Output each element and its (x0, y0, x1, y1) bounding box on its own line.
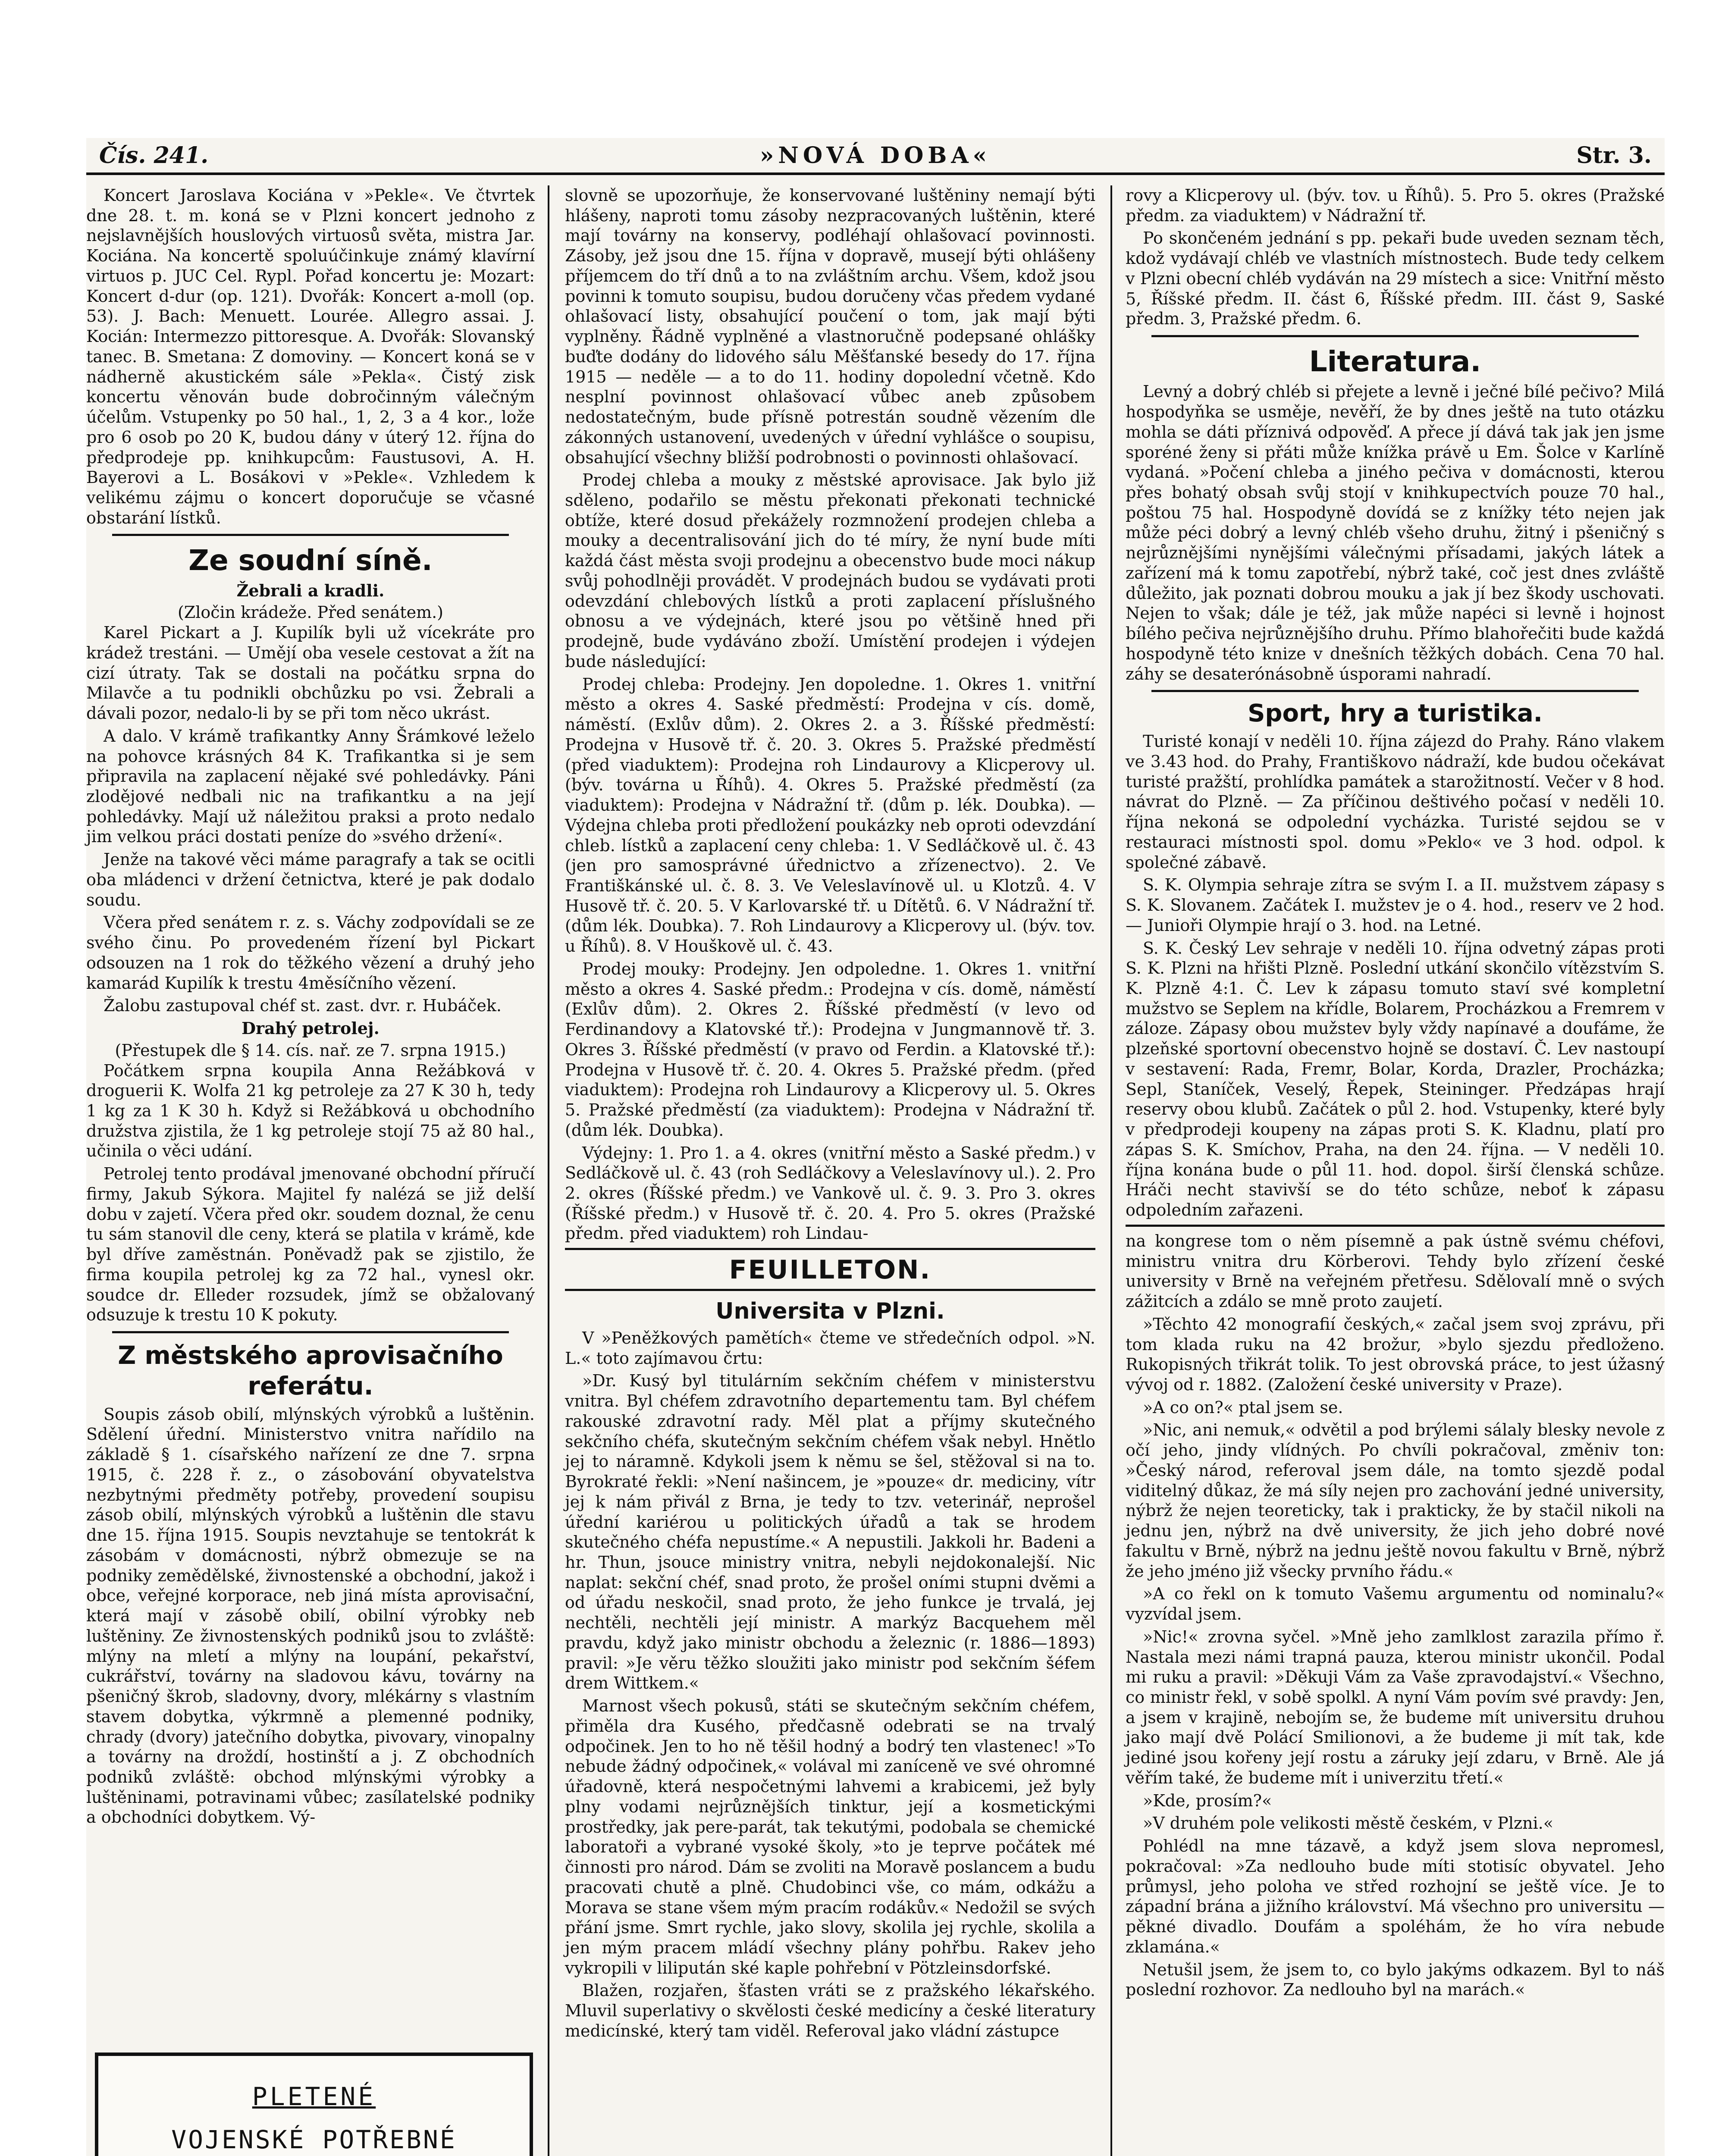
issue-number: Čís. 241. (99, 142, 209, 169)
sport-paragraph: S. K. Český Lev sehraje v neděli 10. října odvetný zápas proti S. K. Plzni na hřišti Plzně. Poslední utkání skončilo vítězstvím S. K. Plzně 4:1. Č. Lev k zápasu tomuto staví své kompletní mužstvo se Seplem na křídle, Bolarem, Procházkou a Fremrem v záloze. Zápasy obou mužstev byly vždy napínavé a doufáme, že plzeňské sportovní obecenstvo hojně se dostaví. Č. Lev nastoupí v sestavení: Rada, Fremr, Bolar, Korda, Drazler, Procházka; Sepl, Staníček, Veselý, Řepek, Steininger. Předzápas hrají reservy obou klubů. Začátek o půl 2. hod. Vstupenky, které byly v předprodeji koupeny na zápas proti S. K. Kladnu, platí pro zápas S. K. Smíchov, Praha, na den 24. října. — V neděli 10. října konána bude o půl 11. hod. dopol. širší členská schůze. Hráči necht stavivší se do této schůze, neboť k zápasu odpoledním zařazeni. (1126, 938, 1665, 1220)
court-paragraph: Žalobu zastupoval chéf st. zast. dvr. r. Hubáček. (104, 996, 502, 1015)
feuilleton-paragraph: Netušil jsem, že jsem to, co bylo jakýms odkazem. Byl to náš poslední rozhovor. Za nedlouho byl na marách.« (1126, 1960, 1665, 1999)
column-rule-1 (548, 185, 549, 2156)
court-section-title: Ze soudní síně. (188, 544, 433, 577)
advertisement (95, 2053, 533, 2156)
supply-section-title: Z městského aprovisačního referátu. (118, 1341, 503, 1401)
column-2 (565, 185, 1095, 2044)
feuilleton-paragraph: »Nic, ani nemuk,« odvětil a pod brýlemi sálaly blesky nevole z očí jeho, jindy vlídných. Po chvíli pokračoval, změniv ton: »Český národ, referoval jsem dále, na tomto sjezdě podal viditelný důkaz, že má síly nejen pro zachování jedné university, nýbrž že nejen teoreticky, tak i prakticky, že by stačil nikoli na jednu jen, nýbrž na dvě university, že jich jeho dobré nové fakultu v Brně, nýbrž na jednu ještě novou fakultu v Brně, nýbrž že jeho jméno již všecky prvního řádu.« (1126, 1420, 1665, 1581)
feuilleton-paragraph: »Dr. Kusý byl titulárním sekčním chéfem v ministerstvu vnitra. Byl chéfem zdravotního departementu tam. Byl chéfem rakouské zdravotní rady. Měl plat a příjmy skutečného sekčního chéfa, skutečným sekčním chéfem však nebyl. Hnětlo jej to náramně. Kdykoli jsem k němu se šel, stěžoval si na to. Byrokraté řekli: »Není našincem, je »pouze« dr. mediciny, vítr jej k nám přivál z Brna, je tedy to tzv. veterinář, neprošel úřední kariérou u politických úřadů a tak se hrodem skutečného chéfa nepustíme.« A nepustili. Jakkoli hr. Badeni a hr. Thun, jsouce ministry vnitra, nebyli nejdokonalejší. Nic naplat: sekční chéf, snad proto, že prošel oními stupni dvěmi a od úřadu neskočil, snad proto, že jeho funkce je trvalá, jej nechtěli, nechtěli její ministr. A markýz Bacquehem měl pravdu, když jako ministr obchodu a železnic (r. 1886—1893) pravil: »Je věru těžko sloužiti jako ministr pod sekčním šéfem drem Wittkem.« (565, 1371, 1095, 1693)
feuilleton-paragraph: »Kde, prosím?« (1143, 1791, 1272, 1810)
court-subtitle-2: Drahý petrolej. (242, 1018, 380, 1038)
column-rule-2 (1110, 185, 1112, 2156)
supply-paragraph: Výdejny: 1. Pro 1. a 4. okres (vnitřní město a Saské předm.) v Sedláčkově ul. č. 43 (roh Sedláčkovy a Veleslavínovy ul.). 2. Pro 2. okres (Říšské předm.) ve Vankově ul. č. 9. 3. Pro 3. okres (Říšské předm.) v Husově tř. č. 20. 4. Pro 5. okres (Pražské předm. před viaduktem) roh Lindau- (565, 1143, 1095, 1243)
supply-paragraph: Prodej chleba a mouky z městské aprovisace. Jak bylo již sděleno, podařilo se městu překonati překonati technické obtíže, které dosud překážely rozmnožení prodejen chleba a mouky a decentralisování jich do té míry, že nyní bude míti každá část města svoji prodejnu a obecenstvo bude moci nákup svůj pohodlněji provádět. V prodejnách budou se vydávati proti odevzdání chlebových lístků a proti zaplacení příslušného obnosu a ve výdejnách, které jsou po většině hned při prodejně, bude vydáváno zboží. Umístění prodejen i výdejen bude následující: (565, 470, 1095, 671)
literature-section-title: Literatura. (1309, 345, 1481, 379)
newspaper-page (86, 138, 1665, 2156)
masthead: »NOVÁ DOBA« (759, 142, 991, 169)
feuilleton-paragraph: Pohlédl na mne tázavě, a když jsem slova nepromesl, pokračoval: »Za nedlouho bude míti stotisíc obyvatel. Jeho průmysl, jeho poloha ve střed rozhojní se ještě více. Je to západní brána a jižního království. Má všechno pro universitu — pěkné divadlo. Doufám a spoléhám, že ho víra nebude zklamána.« (1126, 1836, 1665, 1956)
feuilleton-title: FEUILLETON. (565, 1254, 1095, 1291)
concert-article: Koncert Jaroslava Kociána v »Pekle«. Ve čtvrtek dne 28. t. m. koná se v Plzni koncert jednoho z nejslavnějších houslových virtuosů světa, mistra Jar. Kociána. Na koncertě spoluúčinkuje známý klavírní virtuos p. JUC Cel. Rypl. Pořad koncertu je: Mozart: Koncert d-dur (op. 121). Dvořák: Koncert a-moll (op. 53). J. Bach: Menuett. Lourée. Allegro assai. J. Kocián: Intermezzo pittoresque. A. Dvořák: Slovanský tanec. B. Smetana: Z domoviny. — Koncert koná se v nádherně akustickém sále »Pekla«. Čistý zisk koncertu věnován bude dobročinným válečným účelům. Vstupenky po 50 hal., 1, 2, 3 a 4 kor., lože pro 6 osob po 20 K, budou dány v úterý 12. října do předprodeje pp. knihkupcům: Faustusovi, A. H. Bayerovi a L. Bosákovi v »Pekle«. Vzhledem k velikému zájmu o koncert doporučuje se včasné obstarání lístků. (86, 186, 535, 527)
divider (1126, 1225, 1665, 1227)
feuilleton-subtitle: Universita v Plzni. (715, 1298, 945, 1324)
divider (1151, 690, 1639, 692)
column-3 (1126, 185, 1665, 2002)
feuilleton-paragraph: Blažen, rozjařen, šťasten vráti se z pražského lékařského. Mluvil superlativy o skvělosti české medicíny a české literatury medicínské, který tam viděl. Referoval jako vládní zástupce (565, 1981, 1095, 2040)
divider (112, 1331, 509, 1333)
feuilleton-paragraph: na kongrese tom o něm písemně a pak ústně svému chéfovi, ministru vnitra dru Körberovi. Tehdy bylo zřízení české university v Brně na veřejném přetřesu. Sdělovalí mně o svých zážitcích a zdálo se mně proto zaujetí. (1126, 1231, 1665, 1311)
supply-paragraph: Prodej mouky: Prodejny. Jen odpoledne. 1. Okres 1. vnitřní město a okres 4. Saské předm.: Prodejna v cís. domě, náměstí (Exlův dům). 2. Okres 2. Říšské předměstí (v levo od Ferdinandovy a Klatovské tř.): Prodejna v Jungmannově tř. 3. Okres 3. Říšské předměstí (v pravo od Ferdin. a Klatovské tř.): Prodejna v Husově tř. č. 20. 4. Okres 5. Pražské předm. (před viaduktem): Prodejna roh Lindaurovy a Klicperovy ul. 5. Okres 5. Pražské předměstí (za viaduktem): Prodejna v Nádražní tř. (dům lék. Doubka). (565, 959, 1095, 1140)
bakers-paragraph: Po skončeném jednání s pp. pekaři bude uveden seznam těch, kdož vydávají chléb ve vlastních místnostech. Bude tedy celkem v Plzni obecní chléb vydáván na 29 místech a sice: Vnitřní město 5, Říšské předm. II. část 6, Říšské předm. III. část 9, Saské předm. 3, Pražské předm. 6. (1126, 229, 1665, 329)
literature-paragraph: Levný a dobrý chléb si přejete a levně i ječné bílé pečivo? Milá hospodyňka se usměje, nevěří, že by dnes ještě na tuto otázku mohla se dáti příznivá odpověď. A přece jí dává tak jak jen jsme sporéné ženy si přáti může knížka právě u Em. Šolce v Karlíně vydaná. »Počení chleba a jiného pečiva v domácnosti, kterou přes bohatý obsah svůj stojí v knihkupectvích pouze 70 hal., poštou 75 hal. Hospodyně dovídá se z knížky této nejen jak může péci dobrý a levný chléb všeho druhu, žitný i pšeničný s nejrůznějšími nynějšími válečnými přísadami, jakých látek a zařízení má k tomu zapotřebí, nýbrž také, coč jest dnes zvláště důležito, jak poznati dobrou mouku a jak jí bez škody uschovati. Nejen to však; dále je též, jak může napéci si levně i hojnost bílého pečiva nejrůznějšího druhu. Přímo blahořečiti bude každá hospodyně této knize v dnešních těžkých dobách. Cena 70 hal. záhy se desaterónásobně úsporami nahradí. (1126, 382, 1665, 683)
divider (112, 534, 509, 536)
court-paragraph: Včera před senátem r. z. s. Váchy zodpovídali se ze svého činu. Po provedeném řízení byl Pickart odsouzen na 1 rok do těžkého vězení a druhý jeho kamarád Kupilík k trestu 4měsíčního vězení. (86, 913, 535, 993)
feuilleton-paragraph: »A co on?« ptal jsem se. (1143, 1398, 1343, 1417)
feuilleton-paragraph: V »Peněžkových pamětích« čteme ve středečních odpol. »N. L.« toto zajímavou črtu: (565, 1328, 1095, 1368)
divider (565, 1248, 1095, 1250)
page-header (86, 138, 1665, 175)
supply-paragraph: rovy a Klicperovy ul. (býv. tov. u Říhů). 5. Pro 5. okres (Pražské předm. za viaduktem) v Nádražní tř. (1126, 186, 1665, 225)
court-subtitle-1: Žebrali a kradli. (236, 580, 385, 600)
feuilleton-paragraph: Marnost všech pokusů, státi se skutečným sekčním chéfem, přiměla dra Kusého, předčasně odebrati se na trvalý odpočinek. Jen to ho ně těšil hodný a bodrý ten vlastenec! »To nebude žádný odpočinek,« volával mi zaníceně ve své ohromné úřadovně, která nespočetnými lahvemi a krabicemi, jež byly plny vodami nejrůznějších tinktur, její a kosmetickými prostředky, jak pere-parát, tak tekutými, podobala se chemické laboratoři a vybrané vysoké školy, »to je teprve počátek mé činnosti pro národ. Dám se zvoliti na Moravě poslancem a budu pracovati chutě a plně. Chudobinci vše, co mám, odkážu a Morava se stane všem mým pracím rodákův.« Nedožil se svých přání jsme. Smrt rychle, jako slovy, skolila jej rychle, skolila a jen mým pracem mládí všechny plány pohřbu. Rakev jeho vykropili v lilipután ské kaple pohřební v Pötzleinsdorfské. (565, 1696, 1095, 1977)
sport-paragraph: Turisté konají v neděli 10. října zájezd do Prahy. Ráno vlakem ve 3.43 hod. do Prahy, Františkovo nádraží, kde budou očekávat turisté pražští, prohlídka památek a starožitností. Večer v 8 hod. návrat do Plzně. — Za příčinou deštivého počasí v neděli 10. října nekoná se odpolední vycházka. Turisté sejdou se v restauraci místnosti spol. domu »Peklo« ve 3 hod. odpol. k společné zábavě. (1126, 732, 1665, 872)
sport-section-title: Sport, hry a turistika. (1248, 699, 1543, 728)
feuilleton-paragraph: »A co řekl on k tomuto Vašemu argumentu od nominalu?« vyzvídal jsem. (1126, 1584, 1665, 1624)
court-paragraph: Petrolej tento prodával jmenované obchodní příručí firmy, Jakub Sýkora. Majitel fy nalézá se již delší dobu v zajetí. Včera před okr. soudem doznal, že cenu tu sám stanovil dle ceny, která se platila v krámě, kde byl dříve zaměstnán. Poněvadž pak se zjistilo, že firma koupila petrolej kg za 72 hal., vynesl okr. soudce dr. Elleder rozsudek, jímž se obžalovaný odsuzuje k trestu 10 K pokuty. (86, 1164, 535, 1325)
supply-paragraph: Soupis zásob obilí, mlýnských výrobků a luštěnin. Sdělení úřední. Ministerstvo vnitra nařídilo na základě § 1. císařského nařízení ze dne 7. srpna 1915, č. 228 ř. z., o zásobování obyvatelstva nezbytnými předměty potřeby, provedení soupisu zásob obilí, mlýnských výrobků a luštěnin dle stavu dne 15. října 1915. Soupis nevztahuje se tentokrát k zásobám v domácnosti, nýbrž obmezuje se na podniky zemědělské, živnostenské a obchodní, jakož i obce, veřejné korporace, neb jiná místa aprovisační, která mají v zásobě obilí, obilní výrobky neb luštěniny. Ze živnostenských podniků jsou to zvláště: mlýny na mletí a mlýny na loupání, pekařství, cukrářství, továrny na sladovou kávu, továrny na pšeničný škrob, sladovny, dvory, mlékárny s vlastním stavem dobytka, výkrmně a plemenné podniky, chrady (dvory) jatečního dobytka, pivovary, vinopalny a továrny na droždí, hostinští a j. Z obchodních podniků zvláště: obchod mlýnskými výrobky a luštěninami, potravinami vůbec; zasílatelské podniky a obchodníci dobytkem. Vý- (86, 1404, 535, 1827)
court-paragraph: Počátkem srpna koupila Anna Režábková v droguerii K. Wolfa 21 kg petroleje za 27 K 30 h, tedy 1 kg za 1 K 30 h. Když si Režábková u obchodního družstva zjistila, že 1 kg petroleje stojí 75 až 80 hal., učinila o věci udání. (86, 1061, 535, 1161)
sport-paragraph: S. K. Olympia sehraje zítra se svým I. a II. mužstvem zápasy s S. K. Slovanem. Začátek I. mužstev je o 4. hod., reserv ve 2 hod. — Junioři Olympie hrají o 3. hod. na Letné. (1126, 875, 1665, 935)
court-subtitle-2-note: (Přestupek dle § 14. cís. nař. ze 7. srpna 1915.) (115, 1040, 506, 1060)
court-paragraph: Karel Pickart a J. Kupilík byli už vícekráte pro krádež trestáni. — Umějí oba vesele cestovat a žít na cizí útraty. Tak se dostali na počátku srpna do Milavče a tu podnikli obchůzku po vsi. Žebrali a dávali pozor, nedalo-li by se při tom něco ukrást. (86, 623, 535, 723)
supply-paragraph: Prodej chleba: Prodejny. Jen dopoledne. 1. Okres 1. vnitřní město a okres 4. Saské předměstí: Prodejna v cís. domě, náměstí. (Exlův dům). 2. Okres 2. a 3. Říšské předměstí: Prodejna v Husově tř. č. 20. 3. Okres 5. Pražské předměstí (před viaduktem): Prodejna roh Lindaurovy a Klicperovy ul. (býv. továrna u Říhů). 4. Okres 5. Pražské předměstí (za viaduktem): Prodejna v Nádražní tř. (dům p. lék. Doubka). — Výdejna chleba proti předložení poukázky neb oproti odevzdání chleb. lístků a zaplacení ceny chleba: 1. V Sedláčkově ul. č. 43 (jen pro samosprávné úřednictvo a zřízenectvo). 2. Ve Františkánské ul. č. 8. 3. Ve Veleslavínově ul. u Klotzů. 4. V Husově tř. č. 20. 5. V Karlovarské tř. u Dítětů. 6. V Nádražní tř. (dům lék. Doubka). 7. Roh Lindaurovy a Klicperovy ul. (býv. tov. u Říhů). 8. V Houškově ul. č. 43. (565, 674, 1095, 956)
court-subtitle-1-note: (Zločin krádeže. Před senátem.) (177, 603, 443, 622)
feuilleton-paragraph: »Těchto 42 monografií českých,« začal jsem svoj zprávu, při tom klada ruku na 42 brožur, »bylo sjezdu předloženo. Rukopisných třikrát tolik. To jest obrovská práce, to jest úžasný vývoj od r. 1882. (Založení české university v Praze). (1126, 1314, 1665, 1394)
feuilleton-paragraph: »Nic!« zrovna syčel. »Mně jeho zamlklost zarazila přímo ř. Nastala mezi námi trapná pauza, kterou ministr ukončil. Podal mi ruku a pravil: »Děkuji Vám za Vaše zpravodajství.« Všechno, co ministr řekl, v sobě spolkl. A nyní Vám povím své pravdy: Jen, a jsem v krajině, nebojím se, že budeme mít universitu druhou jako mají dvě Polácí Smilionovi, a že budeme ji mít tak, kde jediné jsou kořeny její rostu a záruky její zdaru, v Brně. Ale já věřím také, že budeme mít i univerzitu třetí.« (1126, 1627, 1665, 1787)
court-paragraph: Jenže na takové věci máme paragrafy a tak se ocitli oba mládenci v držení četnictva, které je pak dodalo soudu. (86, 850, 535, 909)
ad-line: VOJENSKÉ POTŘEBNÉ (171, 2125, 457, 2154)
divider (1151, 335, 1639, 337)
feuilleton-paragraph: »V druhém pole velikosti městě českém, v Plzni.« (1143, 1814, 1553, 1833)
ad-line: PLETENÉ (252, 2082, 376, 2111)
column-1 (86, 185, 535, 1830)
supply-paragraph: slovně se upozorňuje, že konservované luštěniny nemají býti hlášeny, naproti tomu zásoby nezpracovaných luštěnin, které mají továrny na konservy, podléhají ohlašovací povinnosti. Zásoby, jež jsou dne 15. října v dopravě, musejí býti ohlášeny příjemcem do tří dnů a to na zvláštním archu. Všem, kdož jsou povinni k tomuto soupisu, budou doručeny včas předem vydané ohlašovací listy, obsahující poučení o tom, jak mají býti vyplněny. Řádně vyplněné a vlastnoručně podepsané ohlášky buďte dodány do lidového sálu Měšťanské besedy do 17. října 1915 — neděle — a to do 11. hodiny dopolední včetně. Kdo nesplní povinnost ohlašovací vůbec aneb způsobem nedostatečným, bude přísně potrestán soudně vězením dle zákonných ustanovení, uvedených v úřední vyhlášce o soupisu, obsahující všechny bližší podrobnosti o povinnosti ohlašovací. (565, 186, 1095, 467)
page-number: Str. 3. (1576, 142, 1652, 169)
court-paragraph: A dalo. V krámě trafikantky Anny Šrámkové leželo na pohovce krásných 84 K. Trafikantka si je sem připravila na zaplacení nějaké své pohledávky. Páni zlodějové nedbali nic na trafikantku a na její pohledávky. Mají už náležitou praksi a proto nedalo jim velkou práci dostati peníze do »svého držení«. (86, 726, 535, 846)
